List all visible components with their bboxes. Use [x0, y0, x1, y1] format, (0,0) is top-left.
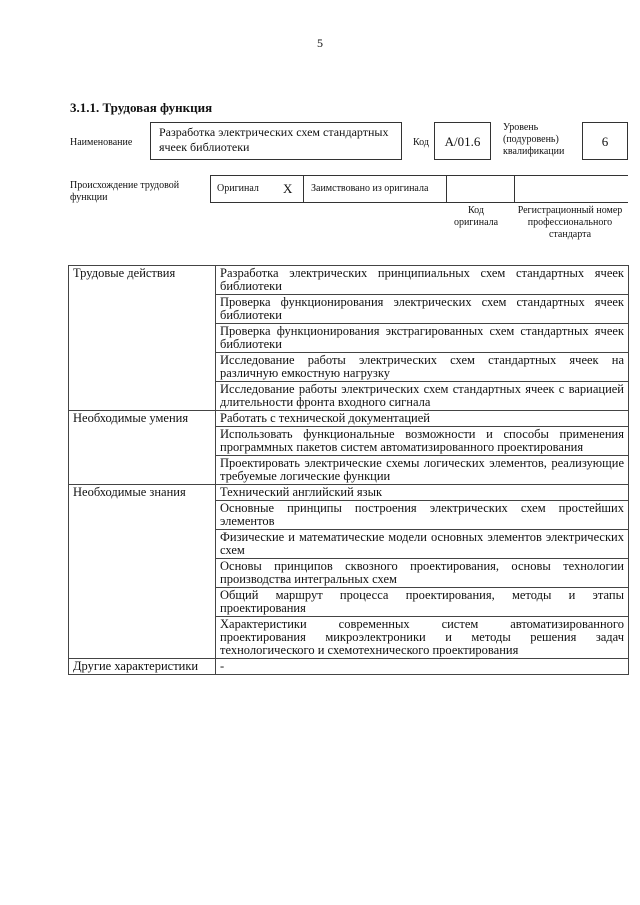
labor-action-item: Исследование работы электрических схем стандартных ячеек с вариацией длительности фронта входного сигнала	[216, 382, 629, 411]
function-code-field: А/01.6	[434, 122, 491, 160]
original-label: Оригинал	[217, 183, 259, 194]
function-details-table	[68, 265, 629, 675]
labor-action-item: Разработка электрических принципиальных схем стандартных ячеек библиотеки	[216, 266, 629, 295]
labor-action-item: Проверка функционирования экстрагированных схем стандартных ячеек библиотеки	[216, 324, 629, 353]
table-row	[69, 659, 629, 675]
borrowed-label: Заимствовано из оригинала	[311, 183, 429, 194]
table-row	[69, 411, 629, 427]
origin-divider	[303, 176, 304, 202]
knowledge-item: Технический английский язык	[216, 485, 629, 501]
skill-item: Использовать функциональные возможности и способы применения программных пакетов систем автоматизированного проектирования	[216, 427, 629, 456]
table-row	[69, 266, 629, 295]
knowledge-item: Физические и математические модели основных элементов электрических схем	[216, 530, 629, 559]
origin-label: Происхождение трудовой функции	[70, 180, 180, 203]
function-name-field: Разработка электрических схем стандартных ячеек библиотеки	[150, 122, 402, 160]
name-label: Наименование	[70, 137, 133, 148]
labor-action-item: Исследование работы электрических схем стандартных ячеек на различную емкостную нагрузку	[216, 353, 629, 382]
other-characteristics-value: -	[216, 659, 629, 675]
page-number: 5	[317, 36, 323, 50]
knowledge-item: Основы принципов сквозного проектирования, основы технологии производства интегральных схем	[216, 559, 629, 588]
origin-divider	[514, 176, 515, 202]
origin-row	[210, 175, 628, 203]
skills-label: Необходимые умения	[69, 411, 216, 485]
reg-number-label: Регистрационный номер профессионального стандарта	[517, 205, 623, 240]
origin-divider	[446, 176, 447, 202]
table-row	[69, 485, 629, 501]
code-label: Код	[413, 137, 429, 148]
code-original-label: Код оригинала	[453, 205, 499, 228]
other-characteristics-label: Другие характеристики	[69, 659, 216, 675]
original-mark: X	[283, 181, 293, 196]
labor-action-item: Проверка функционирования электрических схем стандартных ячеек библиотеки	[216, 295, 629, 324]
skill-item: Проектировать электрические схемы логических элементов, реализующие требуемые логические функции	[216, 456, 629, 485]
knowledge-item: Характеристики современных систем автоматизированного проектирования микроэлектроники и методы решения задач технологического и схемотехнического проектирования	[216, 617, 629, 659]
knowledge-item: Общий маршрут процесса проектирования, методы и этапы проектирования	[216, 588, 629, 617]
qualification-level-field: 6	[582, 122, 628, 160]
qualification-level-label: Уровень (подуровень) квалификации	[503, 122, 565, 157]
knowledge-item: Основные принципы построения электрических схем простейших элементов	[216, 501, 629, 530]
skill-item: Работать с технической документацией	[216, 411, 629, 427]
section-title: 3.1.1. Трудовая функция	[70, 100, 213, 115]
labor-actions-label: Трудовые действия	[69, 266, 216, 411]
knowledge-label: Необходимые знания	[69, 485, 216, 659]
